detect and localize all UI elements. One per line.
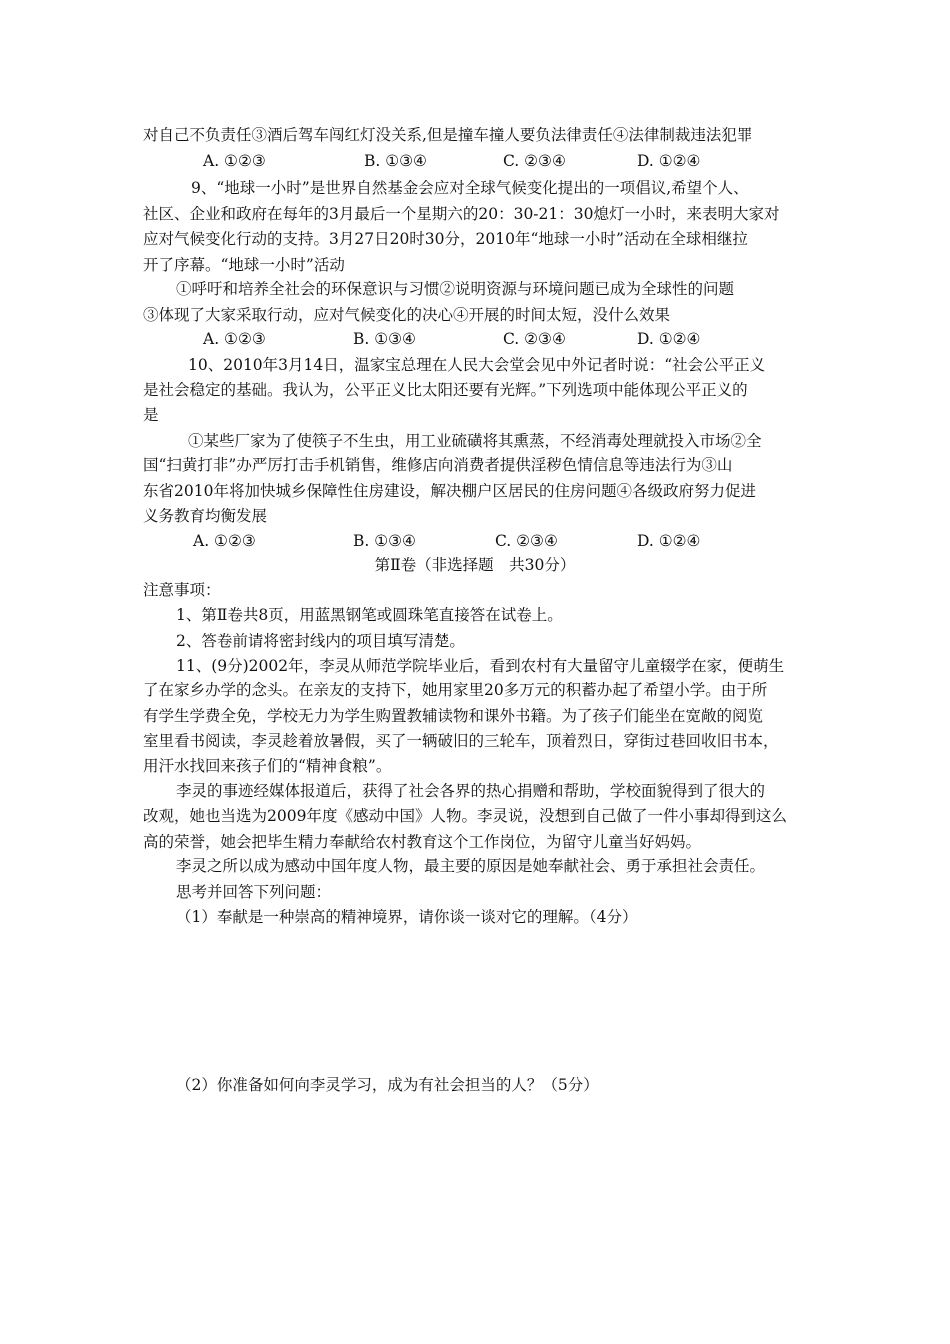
q8-option-b: B. ①③④: [364, 152, 427, 170]
section-title: 第Ⅱ卷（非选择题 共30分）: [374, 556, 576, 574]
q9-option-c: C. ②③④: [503, 330, 566, 348]
q8-option-d: D. ①②④: [637, 152, 701, 170]
q10-statements-line-2: 国“扫黄打非”办严厉打击手机销售，维修店向消费者提供淫秽色情信息等违法行为③山: [143, 456, 733, 474]
q11-paragraph-line-8: 高的荣誉，她会把毕生精力奉献给农村教育这个工作岗位，为留守儿童当好妈妈。: [143, 833, 702, 851]
q9-option-d: D. ①②④: [637, 330, 701, 348]
q11-paragraph-line-4: 室里看书阅读，李灵趁着放暑假，买了一辆破旧的三轮车，顶着烈日，穿街过巷回收旧书本，: [143, 732, 779, 750]
q11-paragraph-line-1: 11、(9分)2002年，李灵从师范学院毕业后，看到农村有大量留守儿童辍学在家，便萌生: [176, 657, 785, 675]
q10-option-a: A. ①②③: [193, 532, 256, 550]
q10-option-b: B. ①③④: [353, 532, 416, 550]
q10-option-d: D. ①②④: [637, 532, 701, 550]
q11-subquestion-2: （2）你准备如何向李灵学习，成为有社会担当的人？（5分）: [176, 1076, 599, 1094]
q11-paragraph-line-2: 了在家乡办学的念头。在亲友的支持下，她用家里20多万元的积蓄办起了希望小学。由于所: [143, 681, 768, 699]
q8-option-a: A. ①②③: [203, 152, 266, 170]
q10-stem-line-3: 是: [143, 406, 159, 424]
q9-stem-line-1: 9、“地球一小时”是世界自然基金会应对全球气候变化提出的一项倡议,希望个人、: [191, 179, 749, 197]
q10-statements-line-4: 义务教育均衡发展: [143, 507, 268, 525]
q11-subquestion-1: （1）奉献是一种崇高的精神境界，请你谈一谈对它的理解。（4分）: [176, 908, 638, 926]
q10-stem-line-1: 10、2010年3月14日，温家宝总理在人民大会堂会见中外记者时说：“社会公平正义: [188, 356, 766, 374]
q11-prompt: 思考并回答下列问题：: [176, 883, 332, 901]
q8-option-c: C. ②③④: [503, 152, 566, 170]
notice-item-1: 1、第Ⅱ卷共8页，用蓝黑钢笔或圆珠笔直接答在试卷上。: [176, 606, 563, 624]
q11-paragraph-line-3: 有学生学费全免，学校无力为学生购置教辅读物和课外书籍。为了孩子们能坐在宽敞的阅览: [143, 707, 764, 725]
q11-paragraph-line-6: 李灵的事迹经媒体报道后，获得了社会各界的热心捐赠和帮助，学校面貌得到了很大的: [176, 782, 766, 800]
q10-option-c: C. ②③④: [495, 532, 558, 550]
q10-stem-line-2: 是社会稳定的基础。我认为，公平正义比太阳还要有光辉。”下列选项中能体现公平正义的: [143, 381, 748, 399]
q11-paragraph-line-9: 李灵之所以成为感动中国年度人物，最主要的原因是她奉献社会、勇于承担社会责任。: [176, 857, 766, 875]
q9-statements-line-1: ①呼吁和培养全社会的环保意识与习惯②说明资源与环境问题已成为全球性的问题: [176, 280, 735, 298]
q9-stem-line-4: 开了序幕。“地球一小时”活动: [143, 256, 345, 274]
q9-stem-line-2: 社区、企业和政府在每年的3月最后一个星期六的20：30-21：30熄灯一小时，来表明大家对: [143, 205, 780, 223]
q10-statements-line-1: ①某些厂家为了使筷子不生虫，用工业硫磺将其熏蒸，不经消毒处理就投入市场②全: [188, 432, 762, 450]
q9-option-b: B. ①③④: [353, 330, 416, 348]
q9-stem-line-3: 应对气候变化行动的支持。3月27日20时30分，2010年“地球一小时”活动在全球相继拉: [143, 230, 748, 248]
q11-paragraph-line-5: 用汗水找回来孩子们的“精神食粮”。: [143, 757, 392, 775]
q9-statements-line-2: ③体现了大家采取行动，应对气候变化的决心④开展的时间太短，没什么效果: [143, 306, 671, 324]
notice-item-2: 2、答卷前请将密封线内的项目填写清楚。: [176, 632, 465, 650]
q10-statements-line-3: 东省2010年将加快城乡保障性住房建设，解决棚户区居民的住房问题④各级政府努力促进: [143, 482, 756, 500]
q8-text-line: 对自己不负责任③酒后驾车闯红灯没关系,但是撞车撞人要负法律责任④法律制裁违法犯罪: [143, 126, 753, 144]
q9-option-a: A. ①②③: [203, 330, 266, 348]
notice-heading: 注意事项：: [143, 581, 221, 599]
q11-paragraph-line-7: 改观，她也当选为2009年度《感动中国》人物。李灵说，没想到自己做了一件小事却得到这么: [143, 807, 787, 825]
